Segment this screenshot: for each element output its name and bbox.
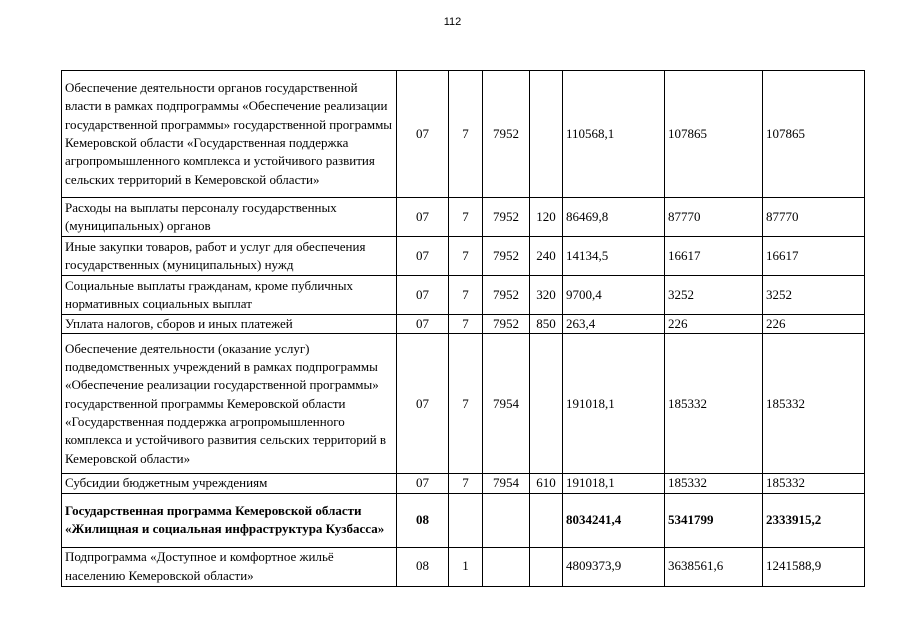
target-code-cell — [483, 547, 530, 586]
subsection-cell — [449, 493, 483, 547]
table-row — [62, 198, 865, 237]
table-row — [62, 71, 865, 198]
table-row — [62, 474, 865, 493]
amount-year-1-cell: 191018,1 — [563, 474, 665, 493]
section-cell: 07 — [397, 315, 449, 334]
section-cell: 08 — [397, 493, 449, 547]
expense-type-cell — [530, 334, 563, 474]
target-code-cell: 7952 — [483, 315, 530, 334]
amount-year-2-cell: 3638561,6 — [665, 547, 763, 586]
amount-year-2-cell: 226 — [665, 315, 763, 334]
table-row — [62, 276, 865, 315]
section-cell: 07 — [397, 276, 449, 315]
expense-type-cell — [530, 71, 563, 198]
target-code-cell — [483, 493, 530, 547]
section-cell: 07 — [397, 474, 449, 493]
subsection-cell: 7 — [449, 276, 483, 315]
subsection-cell: 7 — [449, 71, 483, 198]
amount-year-1-cell: 191018,1 — [563, 334, 665, 474]
row-name-cell: Подпрограмма «Доступное и комфортное жильё населению Кемеровской области» — [62, 547, 397, 586]
expense-type-cell: 240 — [530, 237, 563, 276]
target-code-cell: 7952 — [483, 237, 530, 276]
row-name-cell: Расходы на выплаты персоналу государственных (муниципальных) органов — [62, 198, 397, 237]
amount-year-3-cell: 1241588,9 — [763, 547, 865, 586]
target-code-cell: 7952 — [483, 71, 530, 198]
amount-year-2-cell: 185332 — [665, 474, 763, 493]
row-name-cell: Иные закупки товаров, работ и услуг для обеспечения государственных (муниципальных) нужд — [62, 237, 397, 276]
amount-year-3-cell: 16617 — [763, 237, 865, 276]
section-cell: 07 — [397, 237, 449, 276]
page-number: 112 — [443, 16, 462, 28]
subsection-cell: 7 — [449, 474, 483, 493]
expense-type-cell — [530, 547, 563, 586]
subsection-cell: 7 — [449, 315, 483, 334]
subsection-cell: 7 — [449, 198, 483, 237]
budget-table — [61, 70, 865, 587]
expense-type-cell: 610 — [530, 474, 563, 493]
amount-year-2-cell: 5341799 — [665, 493, 763, 547]
amount-year-3-cell: 185332 — [763, 334, 865, 474]
table-body — [62, 71, 865, 587]
section-cell: 07 — [397, 198, 449, 237]
section-cell: 07 — [397, 334, 449, 474]
amount-year-2-cell: 107865 — [665, 71, 763, 198]
table-row — [62, 334, 865, 474]
amount-year-2-cell: 16617 — [665, 237, 763, 276]
amount-year-3-cell: 87770 — [763, 198, 865, 237]
row-name-cell: Субсидии бюджетным учреждениям — [62, 474, 397, 493]
amount-year-3-cell: 107865 — [763, 71, 865, 198]
target-code-cell: 7954 — [483, 474, 530, 493]
table-row — [62, 493, 865, 547]
expense-type-cell: 320 — [530, 276, 563, 315]
subsection-cell: 7 — [449, 237, 483, 276]
amount-year-2-cell: 87770 — [665, 198, 763, 237]
table-row — [62, 315, 865, 334]
subsection-cell: 7 — [449, 334, 483, 474]
section-cell: 08 — [397, 547, 449, 586]
row-name-cell: Уплата налогов, сборов и иных платежей — [62, 315, 397, 334]
table-row — [62, 547, 865, 586]
row-name-cell: Социальные выплаты гражданам, кроме публичных нормативных социальных выплат — [62, 276, 397, 315]
target-code-cell: 7952 — [483, 276, 530, 315]
amount-year-3-cell: 226 — [763, 315, 865, 334]
row-name-cell: Государственная программа Кемеровской области «Жилищная и социальная инфраструктура Кузбасса» — [62, 493, 397, 547]
row-name-cell: Обеспечение деятельности (оказание услуг) подведомственных учреждений в рамках подпрограммы «Обеспечение реализации государственной программы» государственной программы Кемеровской области «Государственная поддержка агропромышленного комплекса и устойчивого развития сельских территорий в Кемеровской области» — [62, 334, 397, 474]
amount-year-1-cell: 4809373,9 — [563, 547, 665, 586]
table-row — [62, 237, 865, 276]
amount-year-2-cell: 3252 — [665, 276, 763, 315]
expense-type-cell: 850 — [530, 315, 563, 334]
target-code-cell: 7952 — [483, 198, 530, 237]
section-cell: 07 — [397, 71, 449, 198]
expense-type-cell: 120 — [530, 198, 563, 237]
amount-year-1-cell: 110568,1 — [563, 71, 665, 198]
row-name-cell: Обеспечение деятельности органов государственной власти в рамках подпрограммы «Обеспечение реализации государственной программы» государственной программы Кемеровской области «Государственная поддержка агропромышленного комплекса и устойчивого развития сельских территорий в Кемеровской области» — [62, 71, 397, 198]
subsection-cell: 1 — [449, 547, 483, 586]
amount-year-3-cell: 185332 — [763, 474, 865, 493]
amount-year-3-cell: 3252 — [763, 276, 865, 315]
amount-year-1-cell: 263,4 — [563, 315, 665, 334]
amount-year-1-cell: 9700,4 — [563, 276, 665, 315]
amount-year-2-cell: 185332 — [665, 334, 763, 474]
amount-year-1-cell: 14134,5 — [563, 237, 665, 276]
amount-year-1-cell: 8034241,4 — [563, 493, 665, 547]
amount-year-1-cell: 86469,8 — [563, 198, 665, 237]
expense-type-cell — [530, 493, 563, 547]
target-code-cell: 7954 — [483, 334, 530, 474]
amount-year-3-cell: 2333915,2 — [763, 493, 865, 547]
